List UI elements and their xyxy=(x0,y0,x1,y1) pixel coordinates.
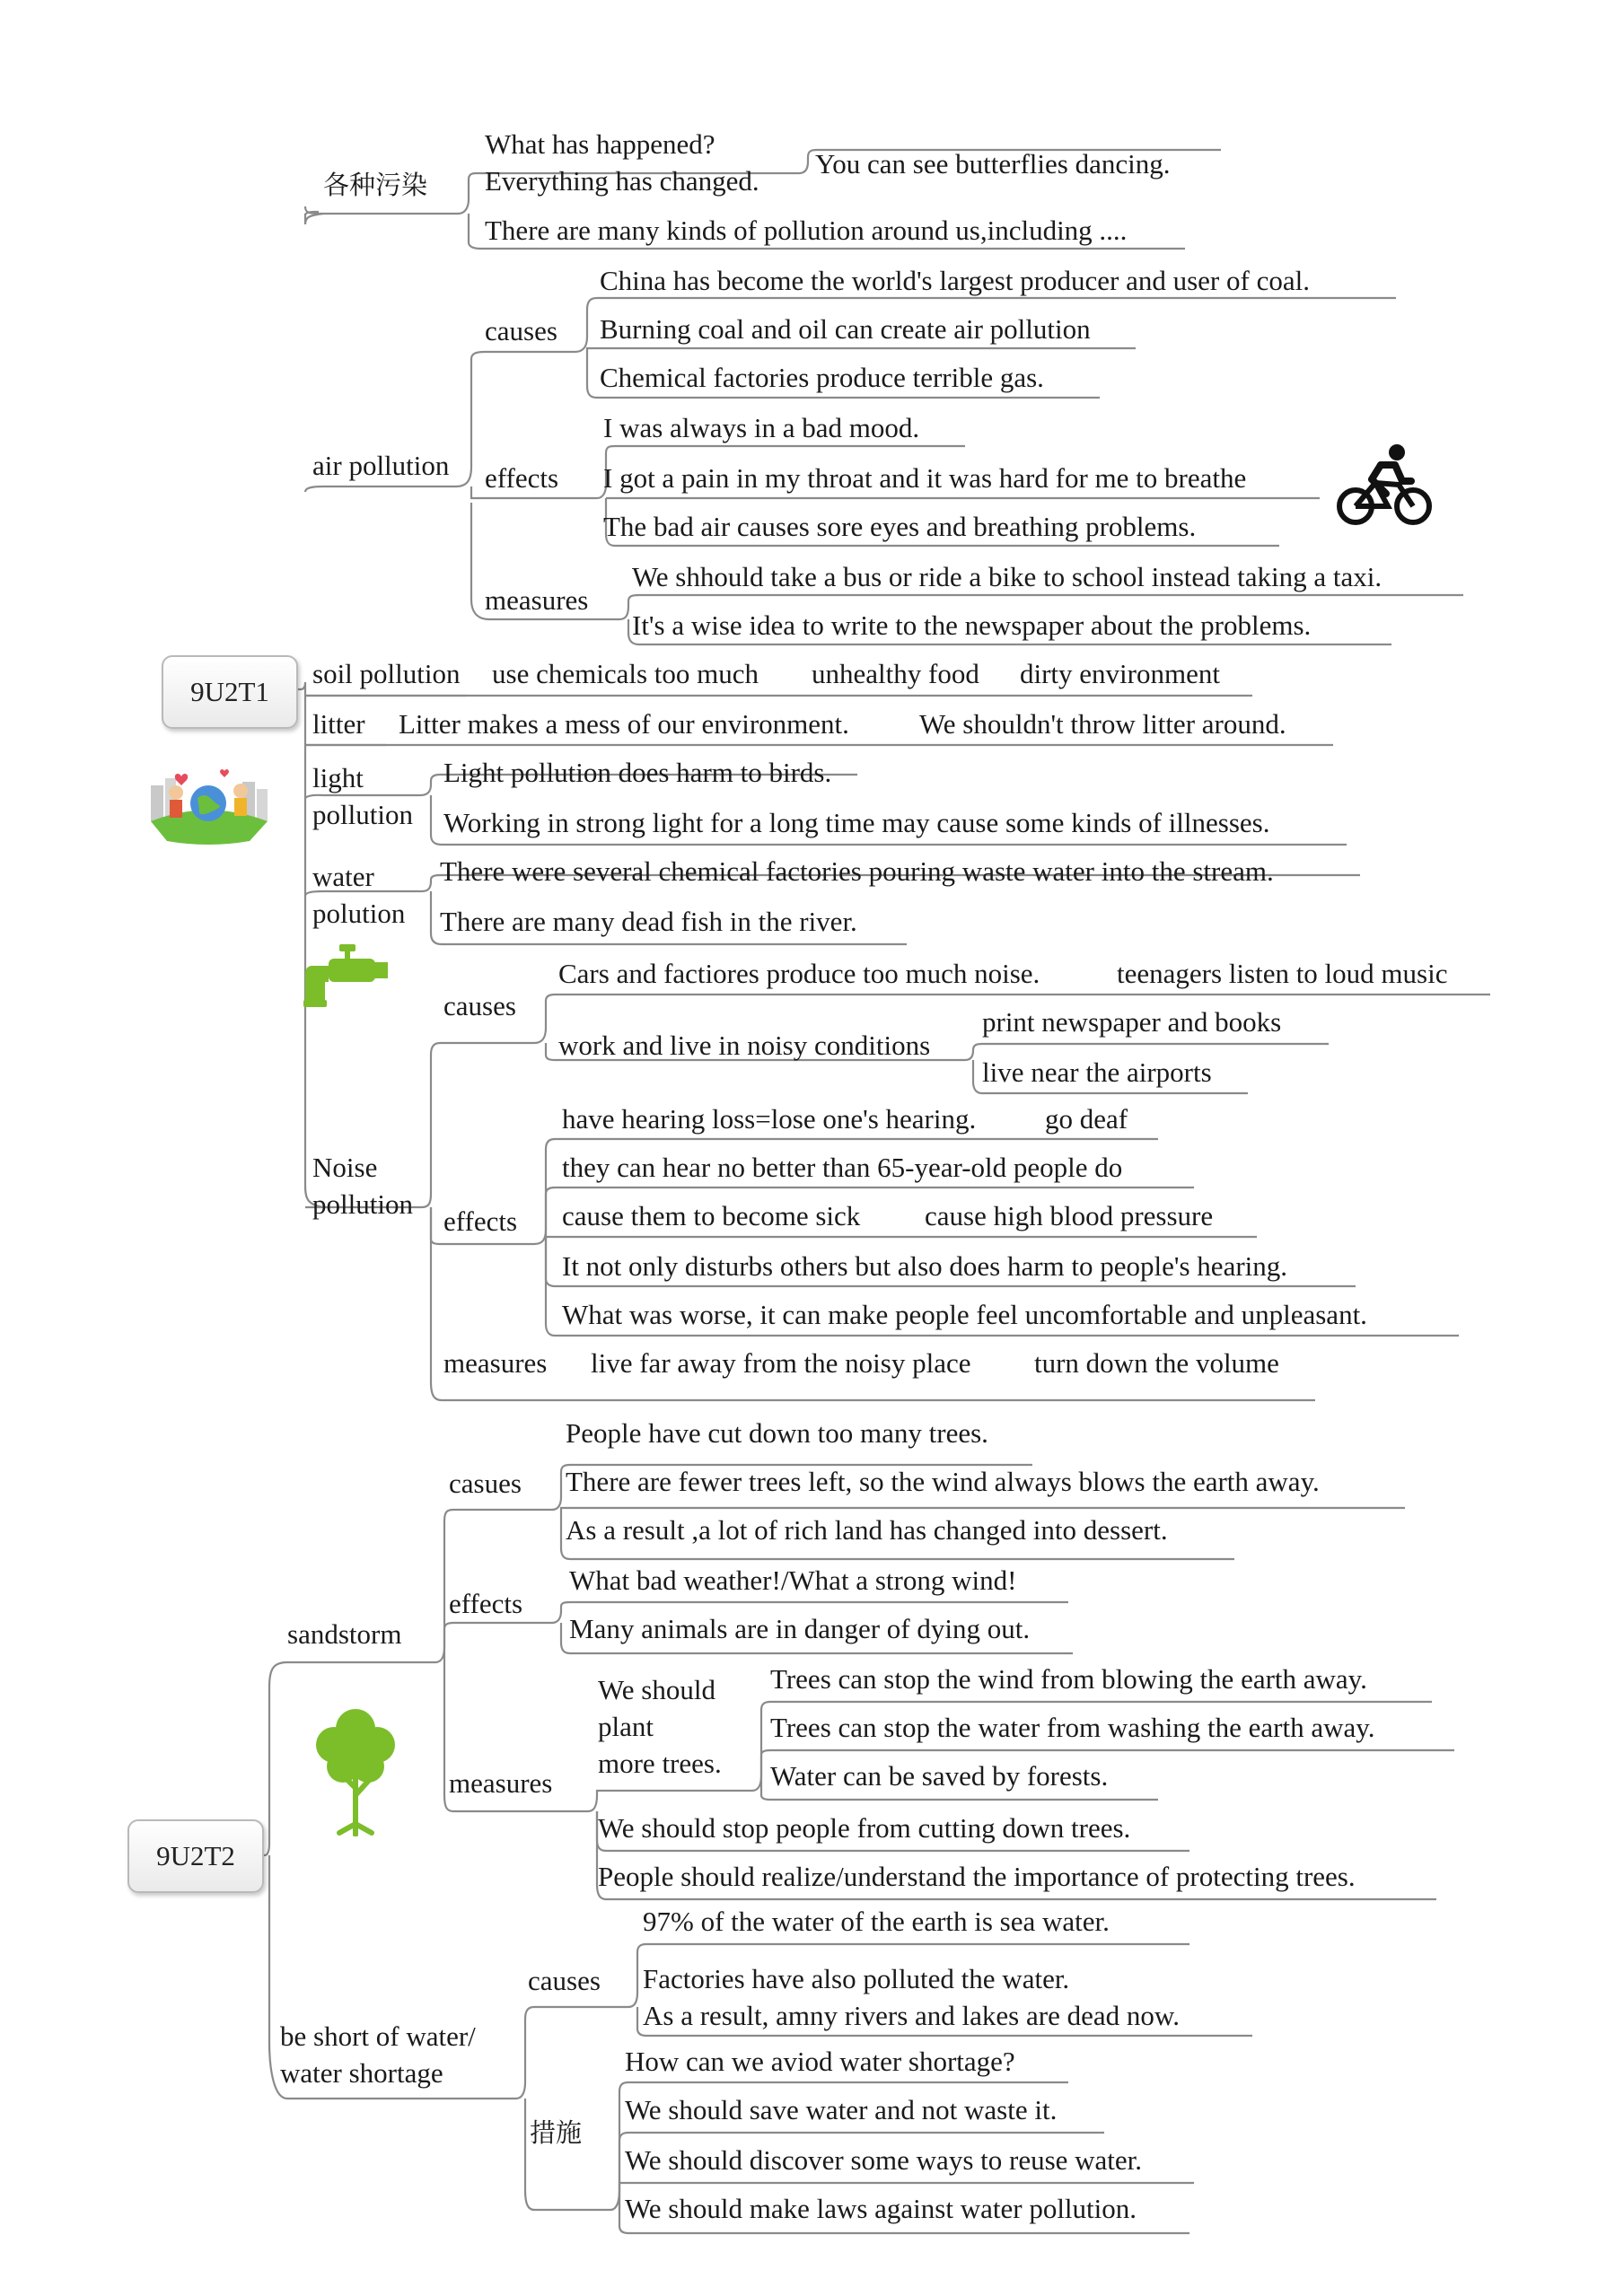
air-cause-item: Burning coal and oil can create air pollution xyxy=(600,313,1091,345)
air-effects-label: effects xyxy=(485,462,559,494)
sandstorm-cause-item: As a result ,a lot of rich land has changed into dessert. xyxy=(566,1514,1168,1546)
sandstorm-effects-label: effects xyxy=(449,1588,523,1619)
soil-item: use chemicals too much xyxy=(492,658,759,689)
litter-item: We shouldn't throw litter around. xyxy=(919,708,1286,740)
branch-noise-pollution: Noise pollution xyxy=(312,1152,413,1220)
branch-soil-pollution: soil pollution xyxy=(312,658,461,689)
root-label-t1: 9U2T1 xyxy=(190,676,269,707)
sandstorm-measure-item: We should stop people from cutting down trees. xyxy=(598,1812,1131,1844)
noise-work-item: live near the airports xyxy=(982,1056,1212,1088)
branch-litter: litter xyxy=(312,708,365,740)
noise-cause-teenagers: teenagers listen to loud music xyxy=(1117,958,1448,989)
root-node-t2[interactable] xyxy=(127,1819,264,1893)
water-tap-icon xyxy=(303,941,390,1012)
branch-water-shortage: be short of water/ water shortage xyxy=(280,2020,476,2089)
air-measure-item: We shhould take a bus or ride a bike to school instead taking a taxi. xyxy=(632,561,1383,592)
sandstorm-measure-item: People should realize/understand the importance of protecting trees. xyxy=(598,1861,1356,1892)
noise-effect-hear: they can hear no better than 65-year-old people do xyxy=(562,1152,1123,1183)
water-item: There are many dead fish in the river. xyxy=(440,906,857,937)
branch-sandstorm: sandstorm xyxy=(287,1618,402,1650)
branch-water-pollution: water polution xyxy=(312,861,406,929)
water-item: There were several chemical factories pouring waste water into the stream. xyxy=(440,855,1274,887)
root-label-t2: 9U2T2 xyxy=(156,1840,235,1871)
soil-item: unhealthy food xyxy=(812,658,979,689)
light-item: Light pollution does harm to birds. xyxy=(443,757,832,788)
litter-item: Litter makes a mess of our environment. xyxy=(399,708,849,740)
air-effect-item: The bad air causes sore eyes and breathing problems. xyxy=(603,511,1197,542)
noise-measure-item: turn down the volume xyxy=(1034,1347,1279,1379)
noise-effect-worse: What was worse, it can make people feel uncomfortable and unpleasant. xyxy=(562,1299,1367,1330)
pollution-kinds-text: There are many kinds of pollution around us,including .... xyxy=(485,215,1128,246)
water-short-causes-label: causes xyxy=(528,1965,601,1996)
noise-cause-work: work and live in noisy conditions xyxy=(558,1030,931,1061)
plant-item: Trees can stop the wind from blowing the earth away. xyxy=(770,1663,1367,1695)
air-cause-item: Chemical factories produce terrible gas. xyxy=(600,362,1044,393)
tree-icon xyxy=(312,1702,399,1836)
noise-work-item: print newspaper and books xyxy=(982,1006,1282,1038)
air-causes-label: causes xyxy=(485,315,557,346)
water-short-measure-item: How can we aviod water shortage? xyxy=(625,2046,1015,2077)
light-item: Working in strong light for a long time may cause some kinds of illnesses. xyxy=(443,807,1270,838)
noise-cause-cars: Cars and factiores produce too much noise. xyxy=(558,958,1040,989)
plant-trees-text: We should plant more trees. xyxy=(598,1674,722,1779)
earth-children-icon xyxy=(142,758,275,848)
cyclist-icon xyxy=(1336,442,1435,528)
noise-measures-label: measures xyxy=(443,1347,548,1379)
branch-light-pollution: light pollution xyxy=(312,762,413,830)
branch-air-pollution: air pollution xyxy=(312,450,450,481)
air-measures-label: measures xyxy=(485,584,589,616)
water-short-measure-item: We should save water and not waste it. xyxy=(625,2094,1058,2125)
noise-effect-deaf: go deaf xyxy=(1045,1103,1128,1135)
water-short-measure-item: We should discover some ways to reuse water. xyxy=(625,2144,1143,2176)
what-happened-text: What has happened? Everything has changed. xyxy=(485,128,759,197)
noise-causes-label: causes xyxy=(443,990,516,1021)
plant-item: Trees can stop the water from washing the earth away. xyxy=(770,1712,1375,1743)
air-cause-item: China has become the world's largest producer and user of coal. xyxy=(600,265,1310,296)
noise-effects-label: effects xyxy=(443,1205,518,1237)
soil-item: dirty environment xyxy=(1020,658,1220,689)
sandstorm-effect-item: Many animals are in danger of dying out. xyxy=(569,1613,1031,1644)
noise-effect-sick: cause them to become sick xyxy=(562,1200,861,1231)
sandstorm-cause-item: People have cut down too many trees. xyxy=(566,1417,988,1449)
water-short-cause-item: Factories have also polluted the water. As a result, amny rivers and lakes are dead now. xyxy=(643,1963,1180,2031)
noise-measure-item: live far away from the noisy place xyxy=(591,1347,971,1379)
noise-effect-hearing-loss: have hearing loss=lose one's hearing. xyxy=(562,1103,977,1135)
plant-item: Water can be saved by forests. xyxy=(770,1760,1109,1792)
sandstorm-effect-item: What bad weather!/What a strong wind! xyxy=(569,1564,1017,1596)
water-short-measure-item: We should make laws against water pollution. xyxy=(625,2193,1137,2224)
sandstorm-causes-label: casues xyxy=(449,1468,522,1499)
sandstorm-measures-label: measures xyxy=(449,1767,553,1799)
air-effect-item: I got a pain in my throat and it was hard for me to breathe xyxy=(603,462,1247,494)
noise-effect-disturb: It not only disturbs others but also does harm to people's hearing. xyxy=(562,1250,1288,1282)
butterflies-text: You can see butterflies dancing. xyxy=(815,148,1171,180)
air-measure-item: It's a wise idea to write to the newspaper about the problems. xyxy=(632,609,1312,641)
water-short-cause-item: 97% of the water of the earth is sea water. xyxy=(643,1906,1110,1937)
root-node-t1[interactable] xyxy=(162,655,298,729)
branch-pollution-kinds: 各种污染 xyxy=(323,170,428,200)
sandstorm-cause-item: There are fewer trees left, so the wind always blows the earth away. xyxy=(566,1466,1320,1497)
noise-effect-pressure: cause high blood pressure xyxy=(925,1200,1214,1231)
water-short-measures-label: 措施 xyxy=(530,2117,583,2148)
air-effect-item: I was always in a bad mood. xyxy=(603,412,920,443)
